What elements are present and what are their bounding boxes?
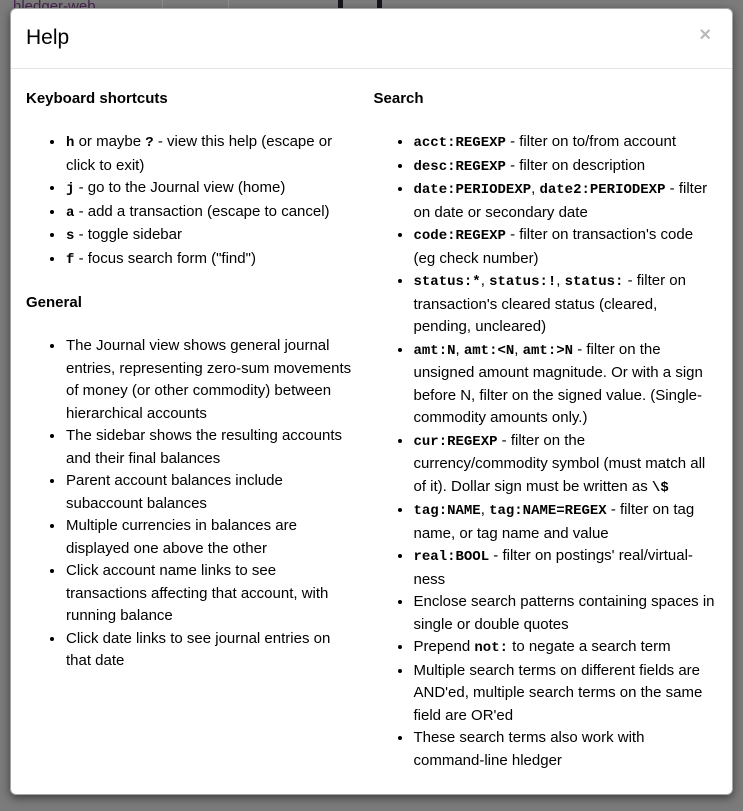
code-term: acct:REGEXP [413,135,506,151]
keyboard-shortcuts-list [26,131,356,271]
code-term: date2:PERIODEXP [539,182,666,198]
help-list-item: • f - focus search form ("find") [65,248,356,272]
general-list [26,335,356,673]
help-list-item: • amt:N, amt:<N, amt:>N - filter on the unsigned amount magnitude. Or with a sign before N, filter on the signed value. (Single-commodity amounts only.) [413,339,718,430]
help-list-item: • j - go to the Journal view (home) [65,177,356,201]
help-list-item: • tag:NAME, tag:NAME=REGEX - filter on tag name, or tag name and value [413,499,718,545]
left-column [26,84,372,795]
code-term: amt:>N [522,342,574,359]
code-term: h [66,135,75,151]
code-term: amt:N [413,342,456,359]
help-list-item: • code:REGEXP - filter on transaction's code (eg check number) [413,224,718,270]
code-term: status:! [489,274,557,290]
modal-header [11,9,732,69]
help-list-item: • Click account name links to see transactions affecting that account, with running balance [65,560,356,628]
modal-body [11,69,732,795]
code-term: s [66,228,75,244]
search-list [374,131,718,772]
code-term: a [66,204,75,221]
help-list-item: • a - add a transaction (escape to cancel) [65,201,356,225]
help-list-item: • Enclose search patterns containing spaces in single or double quotes [413,591,718,636]
code-term: status: [564,274,624,290]
help-list-item: • desc:REGEXP - filter on description [413,155,718,179]
help-list-item: • Parent account balances include subaccount balances [65,470,356,515]
help-modal [10,8,733,795]
section-general [26,294,356,673]
keyboard-shortcuts-heading: Keyboard shortcuts [26,90,168,107]
help-list-item: • cur:REGEXP - filter on the currency/commodity symbol (must match all of it). Dollar sign must be written as \$ [413,430,718,500]
code-term: f [66,251,75,268]
code-term: desc:REGEXP [413,158,506,175]
code-term: status:* [413,274,481,290]
close-icon[interactable]: × [699,24,711,46]
search-heading: Search [373,90,424,107]
help-list-item: • Click date links to see journal entries on that date [65,628,356,673]
help-list-item: • real:BOOL - filter on postings' real/virtual-ness [413,545,718,591]
help-list-item: • These search terms also work with command-line hledger [413,727,718,772]
help-list-item: • h or maybe ? - view this help (escape or click to exit) [65,131,356,177]
help-list-item: • The sidebar shows the resulting accounts and their final balances [65,425,356,470]
section-keyboard-shortcuts [26,90,356,271]
right-column [372,84,718,795]
help-list-item: • acct:REGEXP - filter on to/from account [413,131,718,155]
help-list-item: • Multiple currencies in balances are displayed one above the other [65,515,356,560]
help-list-item: • date:PERIODEXP, date2:PERIODEXP - filter on date or secondary date [413,178,718,224]
code-term: ? [145,135,154,151]
code-term: real:BOOL [413,549,490,565]
help-list-item: • s - toggle sidebar [65,224,356,248]
help-list-item: • status:*, status:!, status: - filter on transaction's cleared status (cleared, pending, uncleared) [413,270,718,339]
code-term: not: [474,640,508,656]
modal-title: Help [26,26,70,49]
help-list-item: • Multiple search terms on different fields are AND'ed, multiple search terms on the same field are OR'ed [413,660,718,728]
general-heading: General [26,294,82,311]
code-term: cur:REGEXP [413,433,498,450]
code-term: amt:<N [463,342,515,359]
code-term: code:REGEXP [413,228,506,244]
code-term: date:PERIODEXP [413,182,532,198]
help-list-item: • Prepend not: to negate a search term [413,636,718,660]
code-term: \$ [651,479,669,496]
help-list-item: • The Journal view shows general journal entries, representing zero-sum movements of money (or other commodity) between hierarchical accounts [65,335,356,425]
code-term: tag:NAME=REGEX [489,503,607,519]
code-term: tag:NAME [413,503,481,519]
code-term: j [66,181,75,197]
section-search [374,90,718,772]
